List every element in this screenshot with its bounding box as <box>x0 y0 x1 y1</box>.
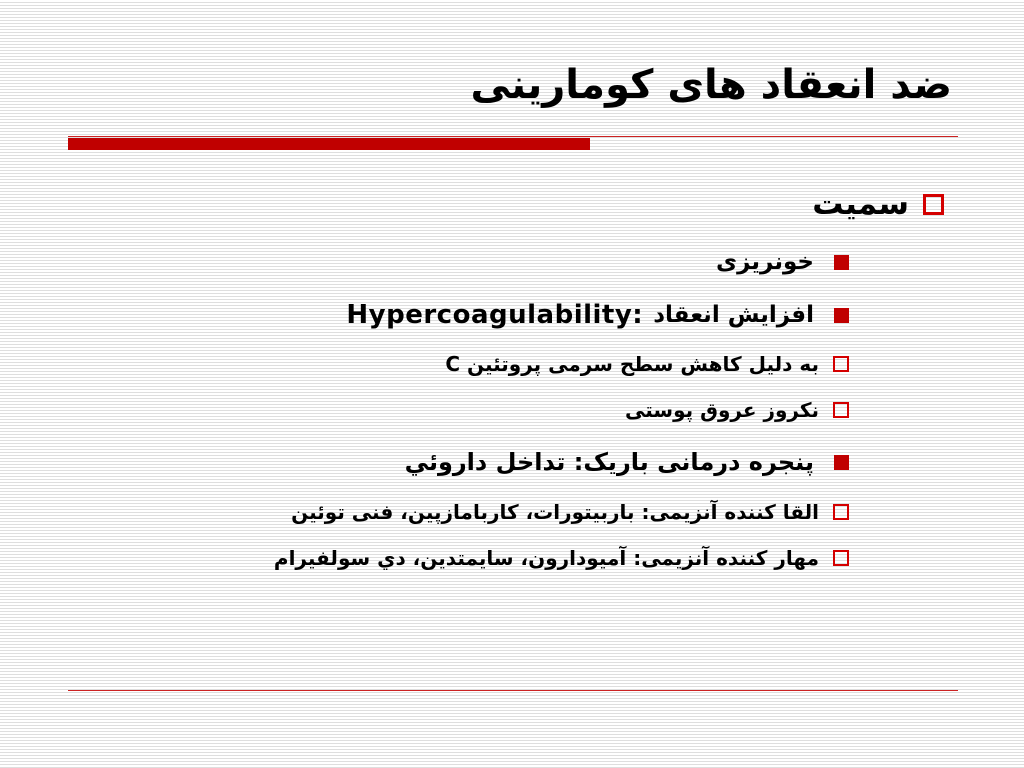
bullet-text: خونریزی <box>716 249 814 275</box>
solid-square-icon <box>834 308 849 323</box>
hollow-square-icon <box>833 402 849 418</box>
sub-bullet-text: القا کننده آنزیمی: باربیتورات، کاربامازپین، فنی توئین <box>291 500 819 524</box>
sub-bullet-enzyme-inducers <box>291 500 849 524</box>
bullet-text-fa: افزایش انعقاد <box>653 302 814 328</box>
sub-bullet-text: به دلیل کاهش سطح سرمی پروتئین C <box>445 352 819 376</box>
bullet-heading-toxicity <box>812 186 944 222</box>
heading-text: سمیت <box>812 186 909 222</box>
sub-bullet-text: نکروز عروق پوستی <box>625 398 819 422</box>
sub-bullet-protein-c <box>445 352 849 376</box>
hollow-square-icon <box>833 550 849 566</box>
footer-divider <box>68 690 958 691</box>
bullet-item-hypercoagulability <box>346 300 849 330</box>
hollow-square-icon <box>923 194 944 215</box>
sub-bullet-skin-necrosis <box>625 398 849 422</box>
title-divider-thick <box>68 138 590 150</box>
solid-square-icon <box>834 455 849 470</box>
solid-square-icon <box>834 255 849 270</box>
title-divider-thin <box>68 136 958 137</box>
bullet-item-bleeding <box>716 249 849 275</box>
hollow-square-icon <box>833 504 849 520</box>
hollow-square-icon <box>833 356 849 372</box>
sub-bullet-text: مهار کننده آنزیمی: آمیودارون، سایمتدین، دي سولفیرام <box>273 546 819 570</box>
bullet-text-en: Hypercoagulability: <box>346 300 644 330</box>
sub-bullet-enzyme-inhibitors <box>274 546 849 570</box>
slide-title: ضد انعقاد های کومارینی <box>470 62 952 108</box>
bullet-item-narrow-window <box>405 448 849 476</box>
bullet-text: پنجره درمانی باریک: تداخل داروئي <box>404 448 814 476</box>
